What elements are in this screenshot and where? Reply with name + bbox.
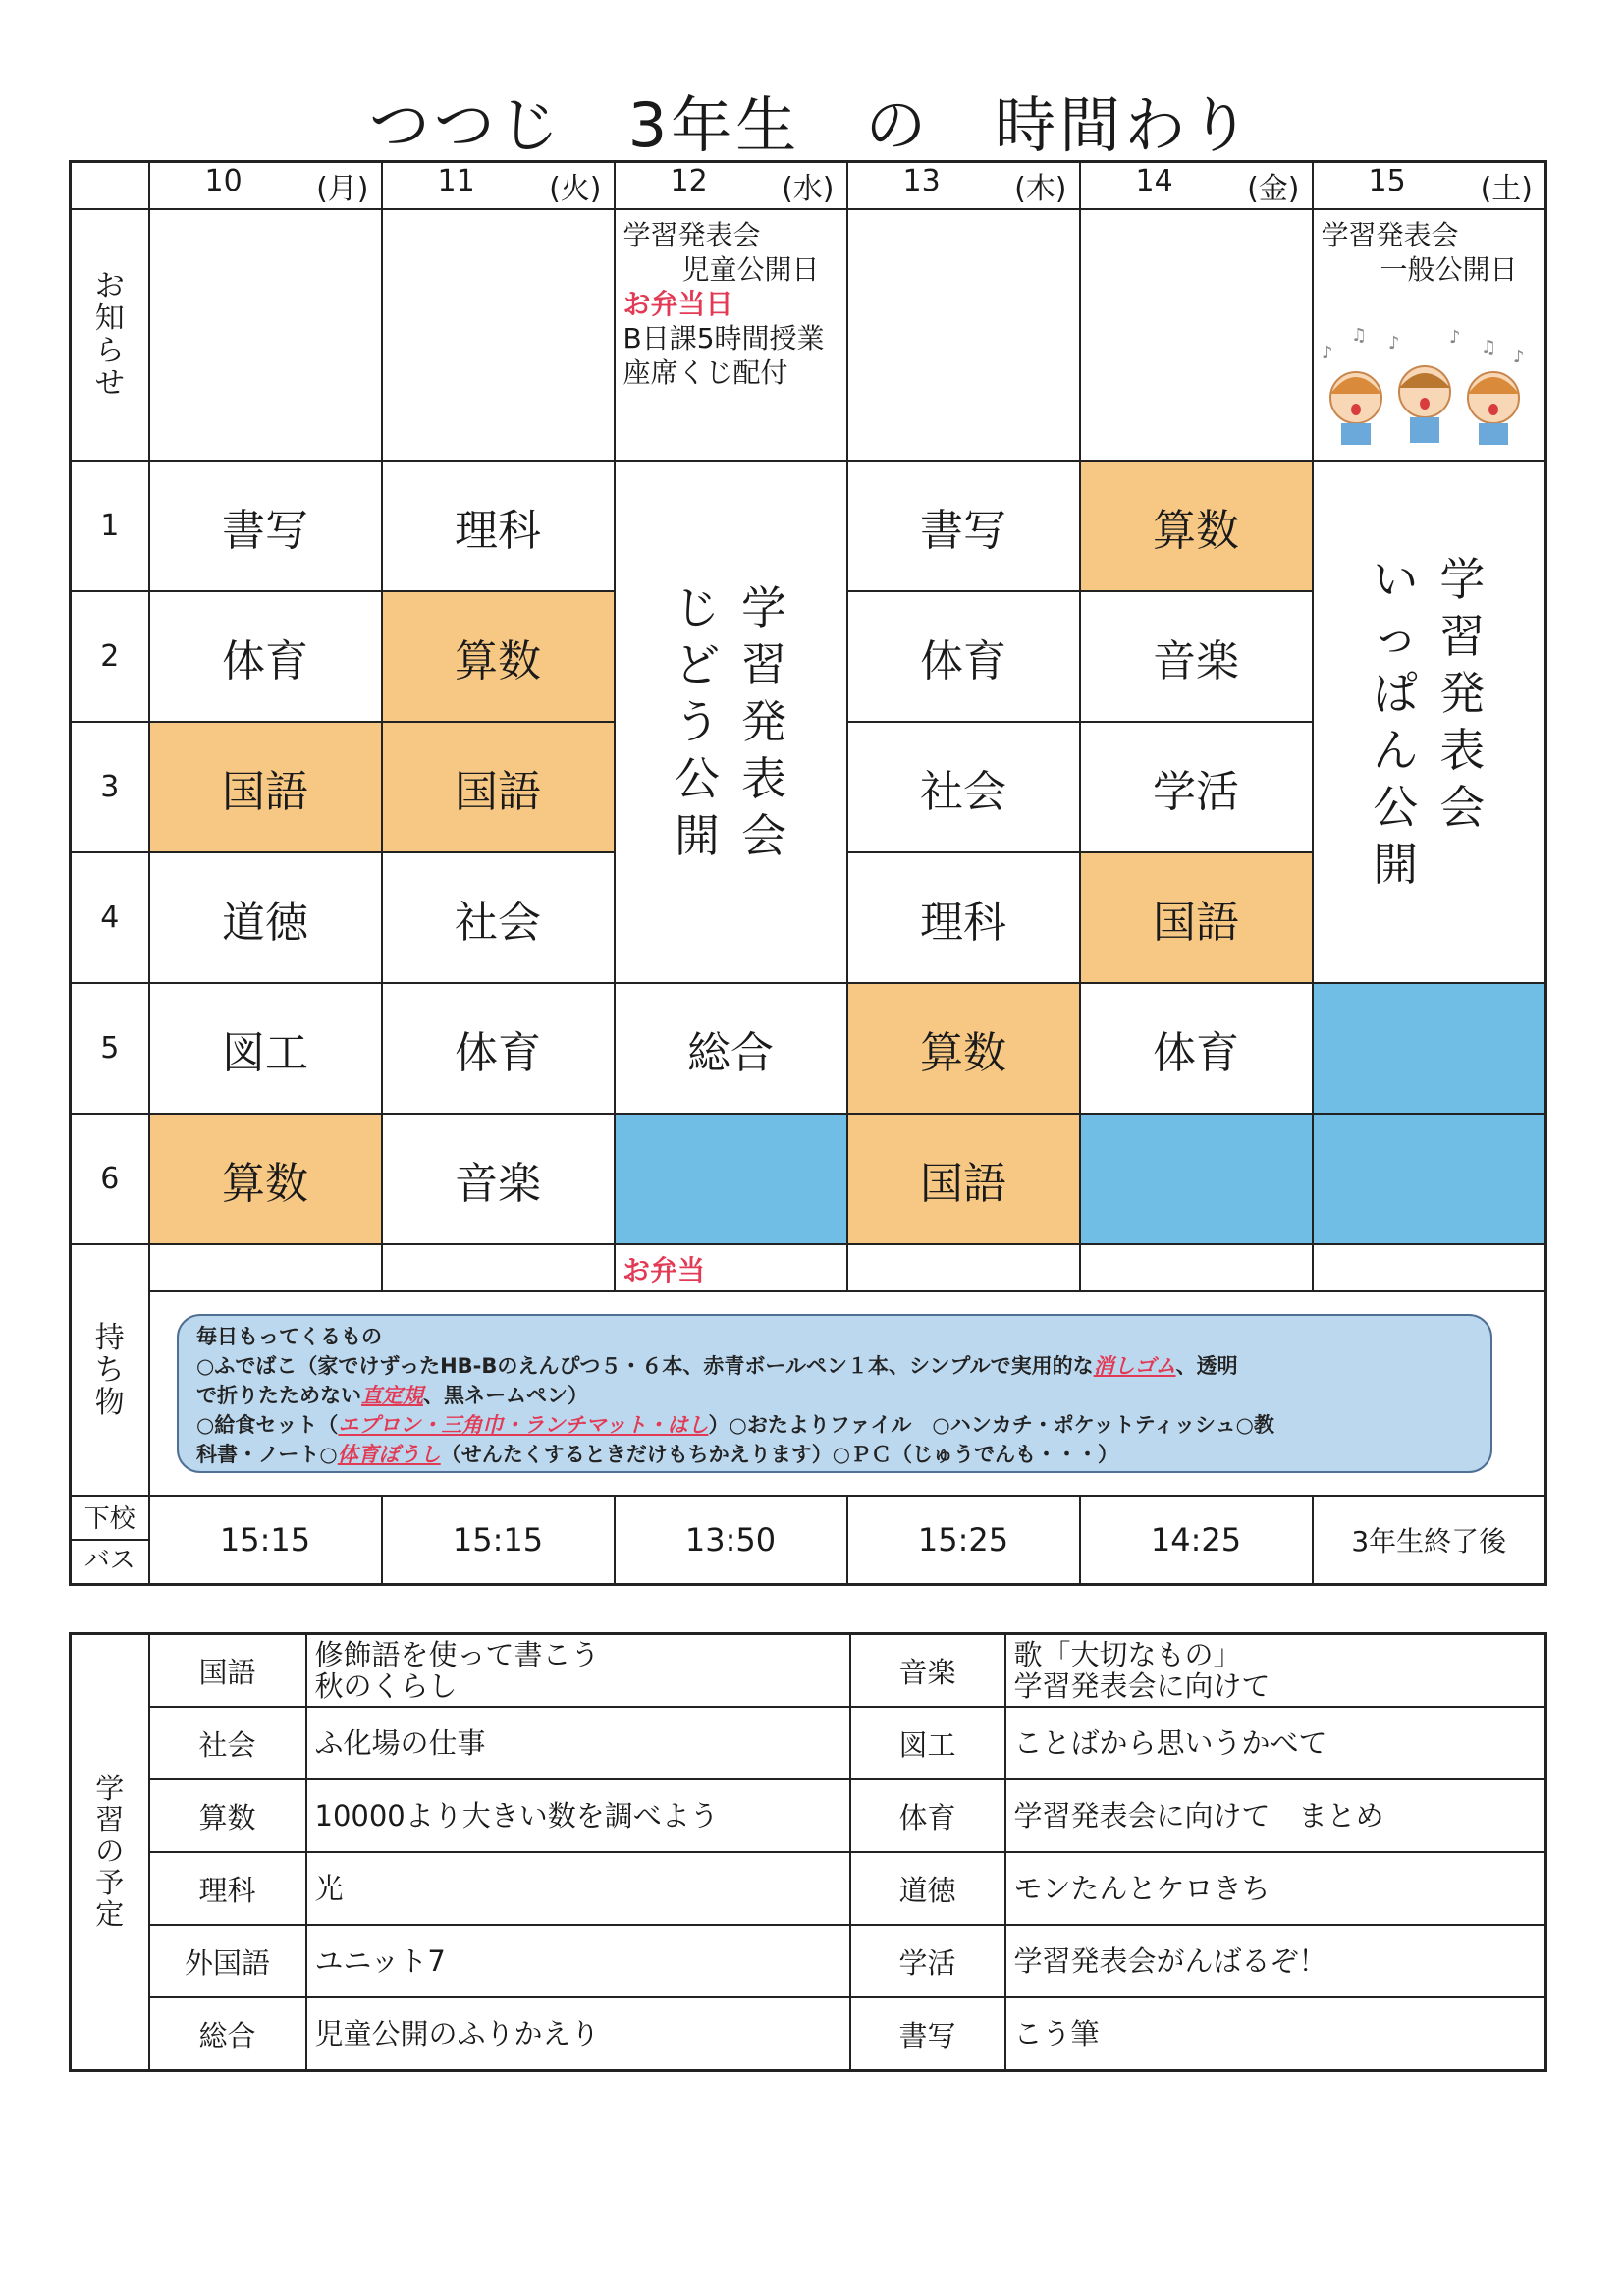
child-singer-icon [1330, 372, 1381, 445]
plan-subject: 国語 [149, 1634, 306, 1708]
event-char: 公 [675, 752, 720, 805]
notice-wed: 学習発表会 児童公開日 お弁当日 B日課5時間授業 座席くじ配付 [615, 209, 847, 461]
period-row-6 [71, 1114, 1546, 1244]
plan-subject: 外国語 [149, 1925, 306, 1997]
event-char: 学 [1439, 553, 1486, 606]
plan-subject: 体育 [850, 1779, 1005, 1852]
plan-row [71, 1997, 1546, 2071]
plan-row [71, 1925, 1546, 1997]
cell-wed-5: 総合 [615, 983, 847, 1114]
cell-fri-6 [1080, 1114, 1313, 1244]
choir-illustration [1312, 319, 1538, 447]
plan-row [71, 1634, 1546, 1708]
cell-thu-6: 国語 [847, 1114, 1080, 1244]
plan-description: ふ化場の仕事 [306, 1707, 850, 1779]
cell-thu-2: 体育 [847, 591, 1080, 722]
period-row-1 [71, 461, 1546, 591]
bus-row [71, 1496, 1546, 1585]
plan-description: 光 [306, 1852, 850, 1925]
corner-cell [71, 162, 149, 210]
daily-items-line: 科書・ノート○体育ぼうし（せんたくするときだけもちかえります）○ＰＣ（じゅうでんも・・・） [196, 1443, 1119, 1466]
cell-tue-1: 理科 [382, 461, 615, 591]
plan-subject: 音楽 [850, 1634, 1005, 1708]
day-header-row [71, 162, 1546, 210]
period-row-5 [71, 983, 1546, 1114]
event-char: 開 [675, 809, 720, 862]
plan-label: 学 習 の 予 定 [71, 1634, 149, 2071]
event-char: 習 [741, 638, 786, 691]
event-char: 会 [1439, 781, 1486, 834]
cell-thu-1: 書写 [847, 461, 1080, 591]
event-char: 表 [1439, 724, 1486, 777]
day-header-wed: 12 (水) [615, 162, 847, 210]
plan-subject: 道徳 [850, 1852, 1005, 1925]
event-char: ど [675, 638, 720, 691]
svg-text:♪: ♪ [1513, 347, 1525, 367]
cell-mon-1: 書写 [149, 461, 382, 591]
event-wed [615, 461, 847, 983]
items-top-row [71, 1244, 1546, 1291]
plan-description: 学習発表会がんばるぞ！ [1005, 1925, 1546, 1997]
daily-items-heading: 毎日もってくるもの [196, 1325, 382, 1348]
notice-mon [149, 209, 382, 461]
plan-row [71, 1707, 1546, 1779]
daily-items-line: ○給食セット（エプロン・三角巾・ランチマット・はし）○おたよりファイル ○ハンカチ・ポケットティッシュ○教 [196, 1413, 1274, 1437]
cell-tue-3: 国語 [382, 722, 615, 852]
bus-mon: 15:15 [149, 1496, 382, 1585]
cell-fri-2: 音楽 [1080, 591, 1313, 722]
daily-items-line: で折りたためない直定規、黒ネームペン） [196, 1384, 588, 1407]
event-sat [1313, 461, 1546, 983]
bus-fri: 14:25 [1080, 1496, 1313, 1585]
music-note-icon [1322, 325, 1525, 367]
notice-fri [1080, 209, 1313, 461]
plan-description: 10000より大きい数を調べよう [306, 1779, 850, 1852]
event-char: 公 [1373, 781, 1419, 834]
period-number: 2 [71, 591, 149, 722]
event-char: っ [1373, 610, 1419, 663]
plan-description: モンたんとケロきち [1005, 1852, 1546, 1925]
event-wed-col2 [675, 579, 720, 864]
bus-wed: 13:50 [615, 1496, 847, 1585]
event-char: 習 [1439, 610, 1486, 663]
cell-tue-2: 算数 [382, 591, 615, 722]
cell-sat-6 [1313, 1114, 1546, 1244]
event-sat-col1 [1439, 551, 1485, 893]
event-char: ん [1373, 724, 1419, 777]
plan-row [71, 1779, 1546, 1852]
event-char: 発 [1439, 667, 1486, 720]
cell-fri-5: 体育 [1080, 983, 1313, 1114]
event-sat-col2 [1373, 551, 1418, 893]
cell-tue-4: 社会 [382, 852, 615, 983]
period-number: 5 [71, 983, 149, 1114]
page-title: つつじ 3年生 の 時間わり [368, 89, 1255, 161]
svg-text:♪: ♪ [1322, 343, 1333, 363]
notice-thu [847, 209, 1080, 461]
cell-tue-6: 音楽 [382, 1114, 615, 1244]
plan-row [71, 1852, 1546, 1925]
bus-sat: 3年生終了後 [1313, 1496, 1546, 1585]
cell-thu-4: 理科 [847, 852, 1080, 983]
child-singer-icon [1468, 372, 1519, 445]
svg-text:♪: ♪ [1449, 327, 1461, 348]
cell-mon-5: 図工 [149, 983, 382, 1114]
svg-text:♫: ♫ [1481, 337, 1497, 357]
plan-description: ユニット7 [306, 1925, 850, 1997]
cell-mon-2: 体育 [149, 591, 382, 722]
period-number: 3 [71, 722, 149, 852]
notice-sat: 学習発表会 一般公開日 [1313, 209, 1546, 461]
event-char: 会 [741, 809, 786, 862]
plan-subject: 算数 [149, 1779, 306, 1852]
bus-label: 下校 バス [71, 1496, 149, 1585]
day-header-sat: 15 (土) [1313, 162, 1546, 210]
event-char: ぱ [1373, 667, 1419, 720]
cell-sat-5 [1313, 983, 1546, 1114]
event-char: 学 [741, 581, 786, 634]
plan-subject: 社会 [149, 1707, 306, 1779]
day-header-mon: 10 (月) [149, 162, 382, 210]
bus-tue: 15:15 [382, 1496, 615, 1585]
event-char: 開 [1373, 838, 1419, 891]
day-header-fri: 14 (金) [1080, 162, 1313, 210]
plan-subject: 学活 [850, 1925, 1005, 1997]
plan-subject: 総合 [149, 1997, 306, 2071]
cell-mon-3: 国語 [149, 722, 382, 852]
cell-fri-4: 国語 [1080, 852, 1313, 983]
cell-fri-3: 学活 [1080, 722, 1313, 852]
cell-mon-4: 道徳 [149, 852, 382, 983]
cell-thu-3: 社会 [847, 722, 1080, 852]
period-number: 6 [71, 1114, 149, 1244]
event-char: じ [675, 581, 720, 634]
svg-text:♪: ♪ [1388, 333, 1400, 354]
notice-label: お 知 ら せ [71, 209, 149, 461]
event-char: 表 [741, 752, 786, 805]
plan-subject: 図工 [850, 1707, 1005, 1779]
event-char: い [1373, 553, 1419, 606]
cell-mon-6: 算数 [149, 1114, 382, 1244]
items-label: 持 ち 物 [71, 1244, 149, 1496]
study-plan-table [69, 1632, 1547, 2072]
plan-description: 歌「大切なもの」 学習発表会に向けて [1005, 1634, 1546, 1708]
event-wed-col1 [741, 579, 786, 864]
period-number: 4 [71, 852, 149, 983]
event-char: う [675, 695, 720, 748]
bus-thu: 15:25 [847, 1496, 1080, 1585]
cell-fri-1: 算数 [1080, 461, 1313, 591]
plan-description: こう筆 [1005, 1997, 1546, 2071]
day-header-thu: 13 (木) [847, 162, 1080, 210]
svg-text:♫: ♫ [1351, 325, 1368, 346]
notice-tue [382, 209, 615, 461]
plan-subject: 理科 [149, 1852, 306, 1925]
day-header-tue: 11 (火) [382, 162, 615, 210]
plan-description: 修飾語を使って書こう 秋のくらし [306, 1634, 850, 1708]
event-char: 発 [741, 695, 786, 748]
cell-wed-6 [615, 1114, 847, 1244]
plan-description: ことばから思いうかべて [1005, 1707, 1546, 1779]
daily-items-box [177, 1314, 1492, 1473]
period-number: 1 [71, 461, 149, 591]
child-singer-icon [1399, 366, 1450, 443]
daily-items-line: ○ふでばこ（家でけずったHB-Bのえんぴつ５・６本、赤青ボールペン１本、シンプルで実用的な消しゴム、透明 [196, 1354, 1238, 1378]
cell-tue-5: 体育 [382, 983, 615, 1114]
plan-subject: 書写 [850, 1997, 1005, 2071]
cell-thu-5: 算数 [847, 983, 1080, 1114]
plan-description: 学習発表会に向けて まとめ [1005, 1779, 1546, 1852]
plan-description: 児童公開のふりかえり [306, 1997, 850, 2071]
bentou-label: お弁当 [622, 1254, 706, 1286]
